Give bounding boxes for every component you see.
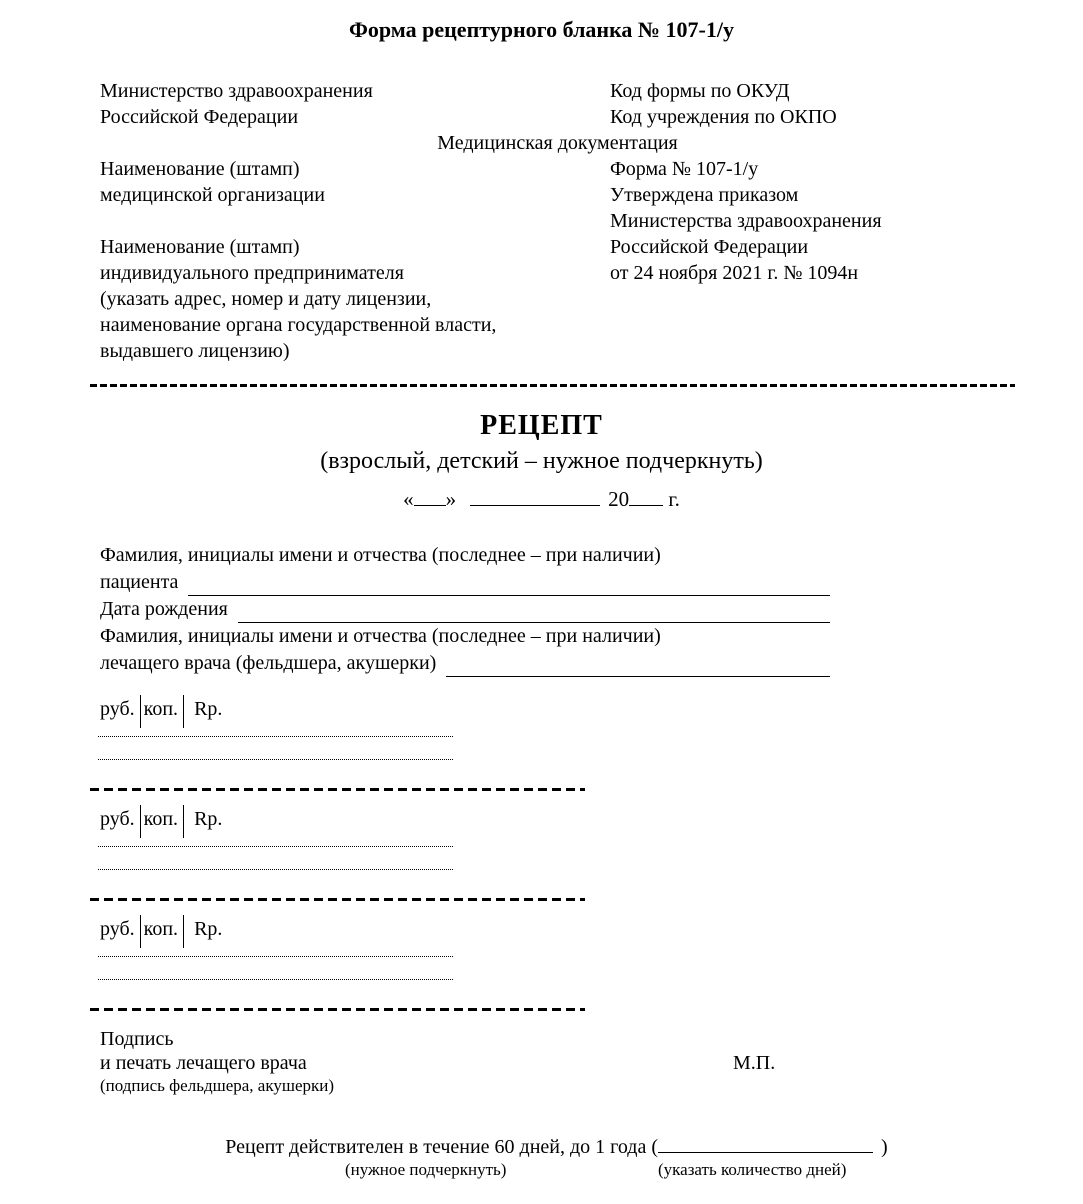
- license-note-line1: (указать адрес, номер и дату лицензии,: [100, 288, 432, 310]
- doctor-fio-label: Фамилия, инициалы имени и отчества (последнее – при наличии): [100, 625, 661, 647]
- tear-off-dashed-divider: [90, 384, 1015, 387]
- approved-by-line3: Российской Федерации: [610, 236, 809, 258]
- patient-name-row: [100, 569, 830, 596]
- patient-name-blank: [188, 574, 830, 596]
- close-guillemet: »: [445, 487, 457, 511]
- date-year-blank: [629, 485, 663, 506]
- block-dashed-separator: [90, 1008, 585, 1011]
- approved-by-line2: Министерства здравоохранения: [610, 210, 882, 232]
- open-guillemet: «: [403, 487, 414, 511]
- rubles-label: руб.: [100, 695, 141, 728]
- signature-note: (подпись фельдшера, акушерки): [100, 1076, 335, 1095]
- date-month-blank: [470, 485, 600, 506]
- price-rx-header: [100, 915, 1083, 948]
- stamp-place-label: М.П.: [733, 1052, 776, 1074]
- date-line: [0, 485, 1083, 512]
- underline-note: (нужное подчеркнуть): [345, 1160, 507, 1179]
- date-day-blank: [414, 485, 446, 506]
- okpo-code-label: Код учреждения по ОКПО: [610, 106, 837, 128]
- validity-line: [0, 1133, 1083, 1160]
- patient-fio-label: Фамилия, инициалы имени и отчества (последнее – при наличии): [100, 544, 661, 566]
- license-note-line3: выдавшего лицензию): [100, 340, 290, 362]
- header-row: [100, 104, 1015, 130]
- year-century: 20: [608, 487, 630, 511]
- signature-block: [100, 1027, 1015, 1097]
- form-header: [100, 78, 1015, 364]
- empty-cell: [610, 312, 1015, 338]
- validity-section: [0, 1133, 1083, 1184]
- ministry-name-line1: Министерство здравоохранения: [100, 80, 373, 102]
- prescription-dotted-line: [98, 869, 453, 870]
- doctor-name-blank: [446, 655, 830, 677]
- form-title: Форма рецептурного бланка № 107-1/у: [349, 17, 734, 42]
- header-row: [100, 182, 1015, 208]
- rp-label: Rp.: [194, 918, 223, 940]
- doctor-name-row: [100, 650, 830, 677]
- header-row: [100, 156, 1015, 182]
- empty-cell: [610, 338, 1015, 364]
- header-row: [100, 234, 1015, 260]
- prescription-dotted-line: [98, 759, 453, 760]
- validity-days-blank: [658, 1133, 873, 1153]
- empty-cell: [610, 286, 1015, 312]
- prescription-dotted-line: [98, 979, 453, 980]
- empty-cell: [100, 208, 610, 234]
- birth-date-blank: [238, 601, 830, 623]
- kopecks-label: коп.: [141, 915, 184, 948]
- prescription-dotted-line: [98, 956, 453, 957]
- header-row: [100, 208, 1015, 234]
- price-rx-header: [100, 695, 1083, 728]
- recipe-subtitle: (взрослый, детский – нужное подчеркнуть): [320, 448, 763, 474]
- prescription-block: [100, 695, 1083, 791]
- validity-closing-paren: ): [881, 1136, 888, 1158]
- prescription-section: [100, 695, 1083, 1011]
- validity-notes: [0, 1160, 1083, 1184]
- prescription-dotted-line: [98, 846, 453, 847]
- recipe-title: РЕЦЕПТ: [480, 410, 603, 441]
- days-count-note: (указать количество дней): [658, 1160, 847, 1179]
- org-stamp-label-line1: Наименование (штамп): [100, 158, 300, 180]
- entrepreneur-stamp-label-line1: Наименование (штамп): [100, 236, 300, 258]
- license-note-line2: наименование органа государственной власти,: [100, 314, 497, 336]
- signature-label-line2: и печать лечащего врача: [100, 1052, 307, 1074]
- header-row: [100, 260, 1015, 286]
- doctor-label: лечащего врача (фельдшера, акушерки): [100, 652, 437, 674]
- order-date-number: от 24 ноября 2021 г. № 1094н: [610, 262, 859, 284]
- block-dashed-separator: [90, 788, 585, 791]
- rp-label: Rp.: [194, 808, 223, 830]
- medical-documentation-label: Медицинская документация: [437, 132, 678, 154]
- rubles-label: руб.: [100, 915, 141, 948]
- prescription-dotted-line: [98, 736, 453, 737]
- ministry-name-line2: Российской Федерации: [100, 106, 299, 128]
- header-row: [100, 286, 1015, 312]
- approved-by-line1: Утверждена приказом: [610, 184, 799, 206]
- header-row: [100, 130, 1015, 156]
- birth-date-label: Дата рождения: [100, 598, 228, 620]
- rp-label: Rp.: [194, 698, 223, 720]
- org-stamp-label-line2: медицинской организации: [100, 184, 325, 206]
- prescription-block: [100, 915, 1083, 1011]
- kopecks-label: коп.: [141, 695, 184, 728]
- birth-date-row: [100, 596, 830, 623]
- entrepreneur-stamp-label-line2: индивидуального предпринимателя: [100, 262, 404, 284]
- prescription-block: [100, 805, 1083, 901]
- kopecks-label: коп.: [141, 805, 184, 838]
- header-row: [100, 78, 1015, 104]
- patient-fields: [100, 542, 830, 677]
- block-dashed-separator: [90, 898, 585, 901]
- patient-label: пациента: [100, 571, 179, 593]
- validity-text: Рецепт действителен в течение 60 дней, до 1 года (: [225, 1136, 659, 1158]
- header-row: [100, 312, 1015, 338]
- form-number-label: Форма № 107-1/у: [610, 158, 759, 180]
- signature-label-line1: Подпись: [100, 1028, 174, 1050]
- header-row: [100, 338, 1015, 364]
- rubles-label: руб.: [100, 805, 141, 838]
- year-suffix: г.: [668, 487, 680, 511]
- okud-code-label: Код формы по ОКУД: [610, 80, 790, 102]
- signature-row: [100, 1051, 1015, 1075]
- price-rx-header: [100, 805, 1083, 838]
